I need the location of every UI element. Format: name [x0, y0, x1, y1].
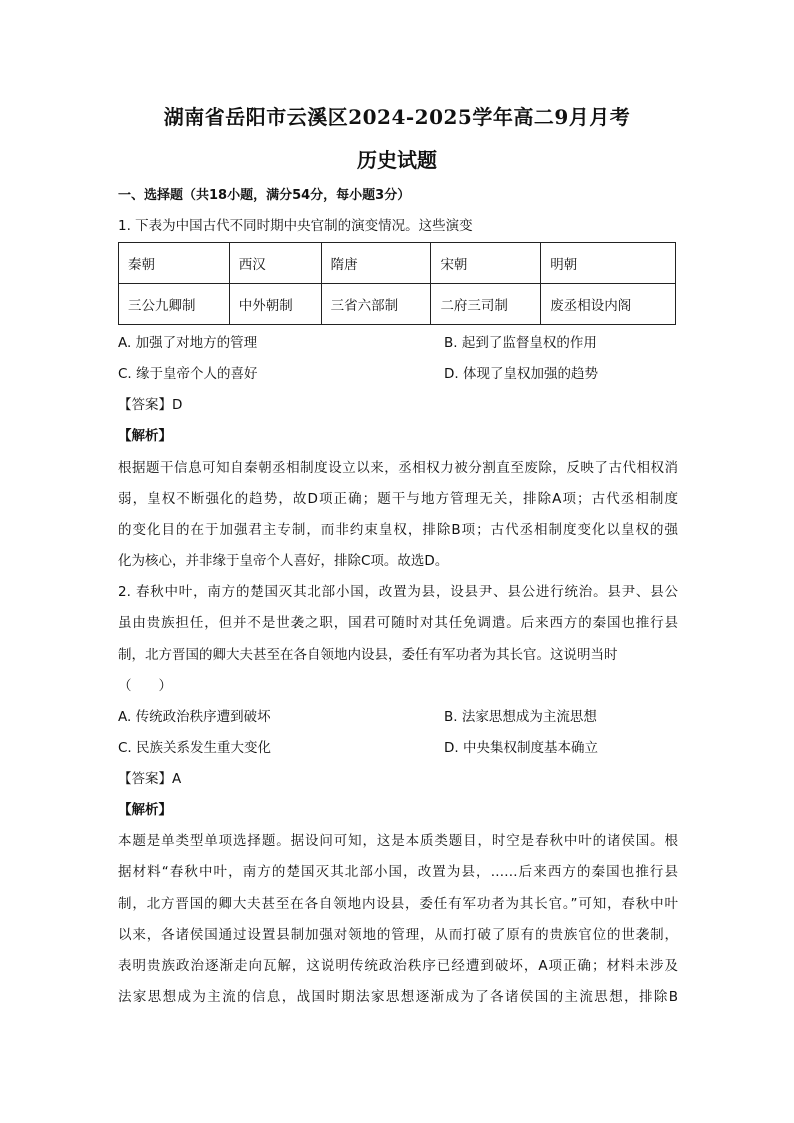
q1-option-a: A. 加强了对地方的管理	[118, 335, 258, 351]
q1-table-cell: 明朝	[541, 243, 676, 284]
q1-option-b: B. 起到了监督皇权的作用	[444, 335, 597, 351]
q1-table-cell: 二府三司制	[431, 284, 541, 325]
q1-option-d: D. 体现了皇权加强的趋势	[444, 366, 598, 382]
q1-analysis-line: 弱，皇权不断强化的趋势，故D项正确；题干与地方管理无关，排除A项；古代丞相制度	[118, 491, 678, 507]
q2-stem-line: 2. 春秋中叶，南方的楚国灭其北部小国，改置为县，设县尹、县公进行统治。县尹、县公	[118, 584, 678, 600]
q1-option-c: C. 缘于皇帝个人的喜好	[118, 366, 258, 382]
exam-subject-title: 历史试题	[357, 148, 437, 172]
q1-table-cell: 三公九卿制	[119, 284, 230, 325]
q1-table-cell: 中外朝制	[229, 284, 321, 325]
q2-analysis-line: 本题是单类型单项选择题。据设问可知，这是本质类题目，时空是春秋中叶的诸侯国。根	[118, 833, 678, 849]
q2-option-d: D. 中央集权制度基本确立	[444, 740, 598, 756]
q2-stem-blank: （ ）	[118, 678, 172, 694]
q1-analysis-line: 根据题干信息可知自秦朝丞相制度设立以来，丞相权力被分割直至废除，反映了古代相权消	[118, 460, 678, 476]
q1-answer: 【答案】D	[118, 397, 183, 413]
q2-stem-line: 制，北方晋国的卿大夫甚至在各自领地内设县，委任有军功者为其长官。这说明当时	[118, 647, 618, 663]
q1-table-row-dynasty	[119, 243, 676, 284]
q1-stem: 1. 下表为中国古代不同时期中央官制的演变情况。这些演变	[118, 218, 473, 234]
q1-analysis-line: 化为核心，并非缘于皇帝个人喜好，排除C项。故选D。	[118, 553, 449, 569]
q1-table-cell: 隋唐	[321, 243, 431, 284]
q1-table-cell: 三省六部制	[321, 284, 431, 325]
section-heading: 一、选择题（共18小题，满分54分，每小题3分）	[118, 188, 411, 203]
q1-table-cell: 废丞相设内阁	[541, 284, 676, 325]
q2-analysis-line: 制，北方晋国的卿大夫甚至在各自领地内设县，委任有军功者为其长官。”可知，春秋中叶	[118, 896, 678, 912]
q1-table-cell: 秦朝	[119, 243, 230, 284]
q2-option-a: A. 传统政治秩序遭到破坏	[118, 709, 271, 725]
q1-analysis-line: 的变化目的在于加强君主专制，而非约束皇权，排除B项；古代丞相制度变化以皇权的强	[118, 522, 678, 538]
q2-analysis-label: 【解析】	[118, 802, 172, 818]
q2-answer: 【答案】A	[118, 771, 182, 787]
q1-table-row-system	[119, 284, 676, 325]
exam-title: 湖南省岳阳市云溪区2024-2025学年高二9月月考	[163, 105, 631, 129]
q2-option-c: C. 民族关系发生重大变化	[118, 740, 272, 756]
q2-analysis-line: 法家思想成为主流的信息，战国时期法家思想逐渐成为了各诸侯国的主流思想，排除B	[118, 989, 678, 1005]
q2-analysis-line: 据材料“春秋中叶，南方的楚国灭其北部小国，改置为县，……后来西方的秦国也推行县	[118, 864, 678, 880]
q2-stem-line: 虽由贵族担任，但并不是世袭之职，国君可随时对其任免调遣。后来西方的秦国也推行县	[118, 615, 678, 631]
q1-table-cell: 宋朝	[431, 243, 541, 284]
q2-analysis-line: 表明贵族政治逐渐走向瓦解，这说明传统政治秩序已经遭到破坏，A项正确；材料未涉及	[118, 958, 678, 974]
q1-analysis-label: 【解析】	[118, 428, 172, 444]
q1-table-cell: 西汉	[229, 243, 321, 284]
q2-analysis-line: 以来，各诸侯国通过设置县制加强对领地的管理，从而打破了原有的贵族官位的世袭制，	[118, 927, 678, 943]
q1-table	[118, 242, 676, 325]
q2-option-b: B. 法家思想成为主流思想	[444, 709, 597, 725]
